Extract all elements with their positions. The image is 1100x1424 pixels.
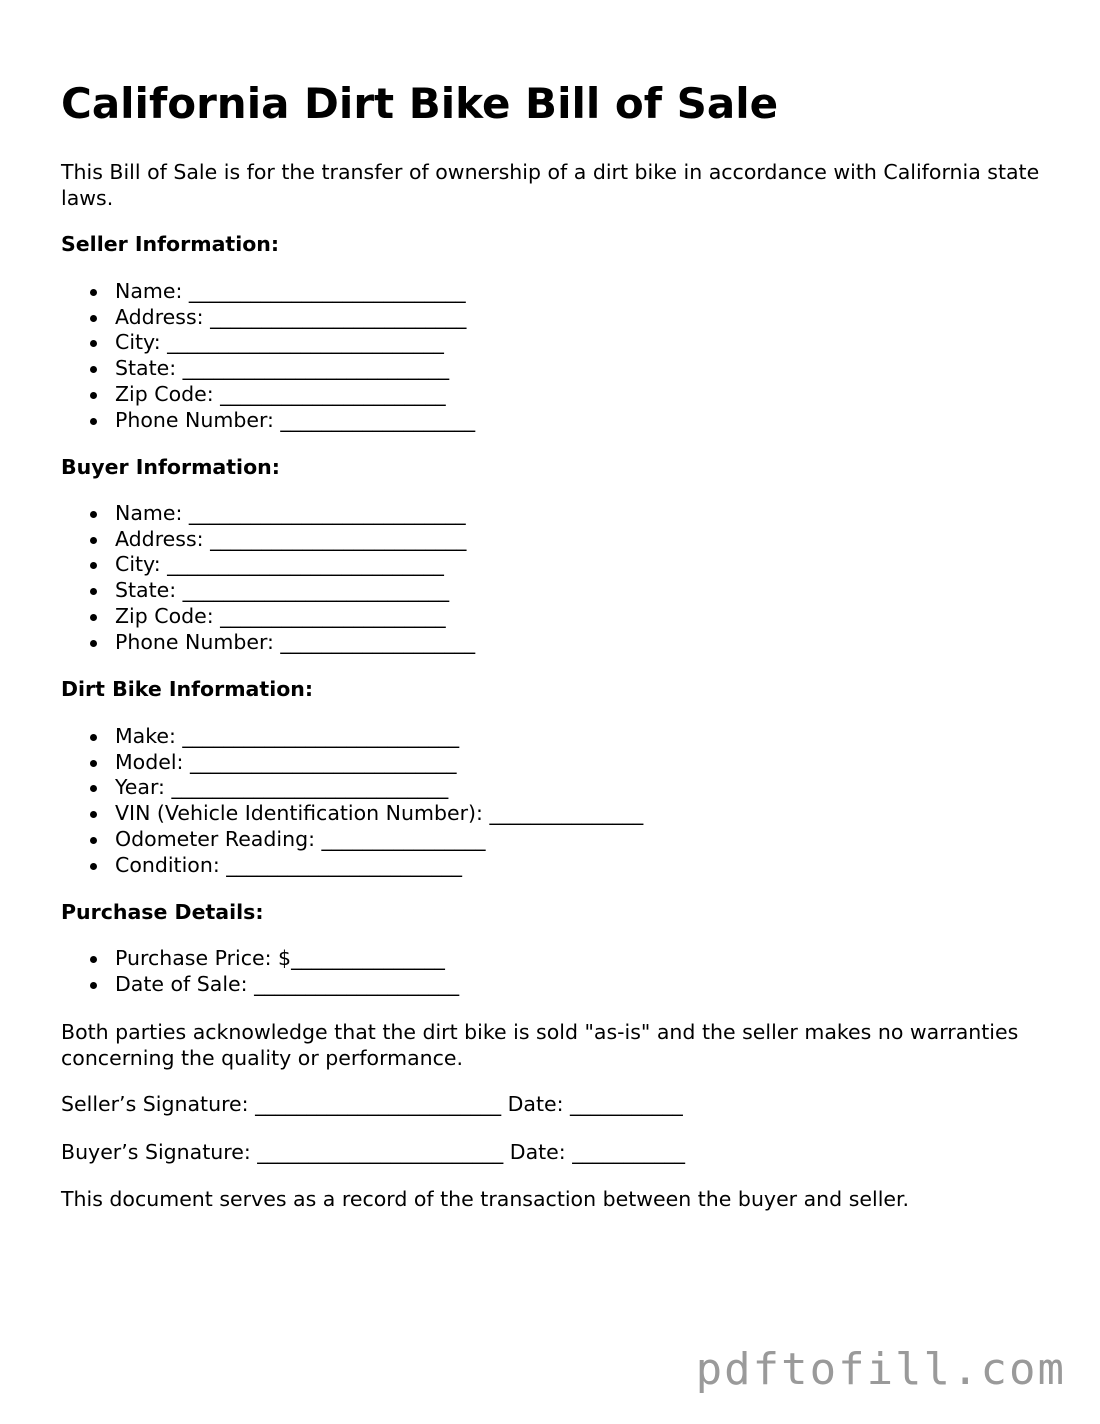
bullet-icon xyxy=(90,863,97,870)
seller-fields xyxy=(61,279,475,433)
document-title: California Dirt Bike Bill of Sale xyxy=(61,79,779,128)
bullet-icon xyxy=(90,640,97,647)
buyer-fields xyxy=(61,501,475,655)
buyer-signature-line: Buyer’s Signature: ________________________ Date: ___________ xyxy=(61,1140,685,1164)
bullet-icon xyxy=(90,562,97,569)
purchase-price-field: Purchase Price: $_______________ xyxy=(61,946,459,972)
bike-fields xyxy=(61,724,643,878)
bullet-icon xyxy=(90,785,97,792)
buyer-city-field: City: ___________________________ xyxy=(61,552,475,578)
buyer-name-field: Name: ___________________________ xyxy=(61,501,475,527)
seller-address-field: Address: _________________________ xyxy=(61,305,475,331)
bike-year-field: Year: ___________________________ xyxy=(61,775,643,801)
bullet-icon xyxy=(90,956,97,963)
bullet-icon xyxy=(90,511,97,518)
bullet-icon xyxy=(90,392,97,399)
closing-statement: This document serves as a record of the transaction between the buyer and seller. xyxy=(61,1187,910,1211)
bullet-icon xyxy=(90,315,97,322)
intro-paragraph: This Bill of Sale is for the transfer of ownership of a dirt bike in accordance with California state laws. xyxy=(61,160,1040,210)
bullet-icon xyxy=(90,537,97,544)
buyer-zip-field: Zip Code: ______________________ xyxy=(61,604,475,630)
bullet-icon xyxy=(90,418,97,425)
buyer-state-field: State: __________________________ xyxy=(61,578,475,604)
bullet-icon xyxy=(90,289,97,296)
purchase-heading: Purchase Details: xyxy=(61,900,264,924)
bullet-icon xyxy=(90,734,97,741)
bullet-icon xyxy=(90,837,97,844)
purchase-fields xyxy=(61,946,459,997)
bike-model-field: Model: __________________________ xyxy=(61,750,643,776)
buyer-heading: Buyer Information: xyxy=(61,455,280,479)
seller-city-field: City: ___________________________ xyxy=(61,330,475,356)
bullet-icon xyxy=(90,982,97,989)
seller-zip-field: Zip Code: ______________________ xyxy=(61,382,475,408)
watermark: pdftofill.com xyxy=(695,1344,1066,1395)
bike-condition-field: Condition: _______________________ xyxy=(61,853,643,879)
seller-heading: Seller Information: xyxy=(61,232,280,256)
acknowledgement-paragraph: Both parties acknowledge that the dirt bike is sold "as-is" and the seller makes no warranties concerning the quality or performance. xyxy=(61,1020,1019,1070)
seller-state-field: State: __________________________ xyxy=(61,356,475,382)
bullet-icon xyxy=(90,811,97,818)
bullet-icon xyxy=(90,340,97,347)
seller-name-field: Name: ___________________________ xyxy=(61,279,475,305)
bike-make-field: Make: ___________________________ xyxy=(61,724,643,750)
bullet-icon xyxy=(90,614,97,621)
purchase-date-field: Date of Sale: ____________________ xyxy=(61,972,459,998)
seller-signature-line: Seller’s Signature: ________________________ Date: ___________ xyxy=(61,1092,683,1116)
bike-vin-field: VIN (Vehicle Identification Number): _______________ xyxy=(61,801,643,827)
buyer-address-field: Address: _________________________ xyxy=(61,527,475,553)
bike-heading: Dirt Bike Information: xyxy=(61,677,314,701)
bullet-icon xyxy=(90,760,97,767)
bike-odometer-field: Odometer Reading: ________________ xyxy=(61,827,643,853)
bullet-icon xyxy=(90,588,97,595)
seller-phone-field: Phone Number: ___________________ xyxy=(61,408,475,434)
bullet-icon xyxy=(90,366,97,373)
buyer-phone-field: Phone Number: ___________________ xyxy=(61,630,475,656)
